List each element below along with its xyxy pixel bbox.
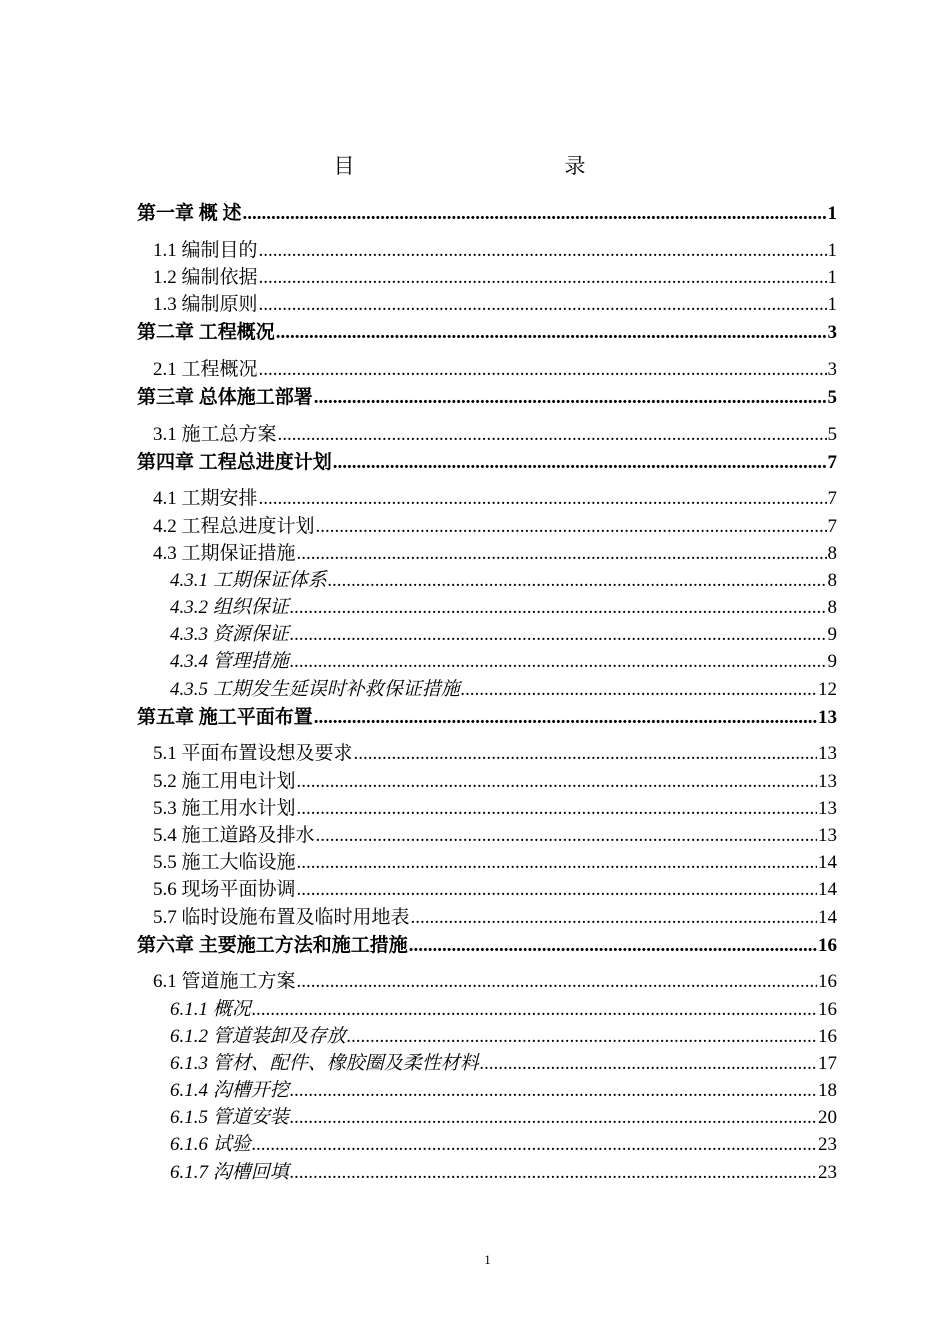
toc-entry[interactable]: [137, 1159, 837, 1186]
toc-entry[interactable]: [137, 703, 837, 741]
toc-leader-dots: [409, 931, 817, 961]
toc-entry-label: 5.7 临时设施布置及临时用地表: [153, 906, 410, 928]
toc-entry-label: 6.1 管道施工方案: [153, 971, 296, 993]
toc-entry-page: 7: [827, 488, 837, 510]
toc-leader-dots: [243, 199, 827, 229]
toc-entry-page: 16: [818, 1025, 837, 1047]
toc-leader-dots: [290, 1159, 817, 1186]
toc-entry[interactable]: [137, 996, 837, 1023]
toc-entry-page: 3: [827, 322, 837, 344]
toc-entry[interactable]: [137, 264, 837, 291]
toc-entry-page: 5: [827, 423, 837, 445]
toc-entry[interactable]: [137, 795, 837, 822]
table-of-contents: [137, 199, 837, 1186]
toc-leader-dots: [259, 237, 827, 264]
toc-entry-label: 4.3.5 工期发生延误时补救保证措施: [170, 678, 460, 700]
toc-entry-label: 第一章 概 述: [137, 203, 242, 224]
toc-entry-page: 18: [818, 1080, 837, 1102]
toc-entry-page: 9: [827, 624, 837, 646]
toc-entry[interactable]: [137, 594, 837, 621]
toc-entry[interactable]: [137, 768, 837, 795]
toc-entry-page: 8: [827, 569, 837, 591]
toc-entry-page: 14: [818, 906, 837, 928]
toc-entry[interactable]: [137, 421, 837, 448]
toc-entry[interactable]: [137, 822, 837, 849]
toc-leader-dots: [252, 996, 817, 1023]
toc-entry-page: 8: [827, 597, 837, 619]
toc-entry-label: 1.3 编制原则: [153, 293, 258, 315]
toc-entry-page: 9: [827, 651, 837, 673]
toc-entry-label: 4.3.1 工期保证体系: [170, 569, 327, 591]
toc-entry[interactable]: [137, 849, 837, 876]
toc-leader-dots: [314, 703, 817, 733]
toc-entry-label: 4.3.4 管理措施: [170, 651, 289, 673]
toc-entry[interactable]: [137, 968, 837, 995]
toc-entry[interactable]: [137, 931, 837, 969]
toc-entry-page: 13: [818, 770, 837, 792]
toc-entry-label: 第五章 施工平面布置: [137, 706, 313, 728]
toc-leader-dots: [259, 356, 827, 383]
toc-entry-label: 4.1 工期安排: [153, 488, 258, 510]
toc-entry-label: 第四章 工程总进度计划: [137, 451, 332, 473]
toc-entry[interactable]: [137, 1050, 837, 1077]
toc-entry[interactable]: [137, 383, 837, 421]
toc-entry[interactable]: [137, 740, 837, 767]
toc-leader-dots: [297, 768, 817, 795]
toc-entry[interactable]: [137, 318, 837, 356]
toc-leader-dots: [328, 567, 827, 594]
toc-entry-label: 5.3 施工用水计划: [153, 797, 296, 819]
toc-entry[interactable]: [137, 567, 837, 594]
toc-entry-label: 6.1.2 管道装卸及存放: [170, 1025, 346, 1047]
toc-entry[interactable]: [137, 1104, 837, 1131]
toc-entry[interactable]: [137, 291, 837, 318]
toc-entry-label: 第三章 总体施工部署: [137, 386, 313, 408]
toc-entry-label: 4.3.2 组织保证: [170, 597, 289, 619]
toc-leader-dots: [411, 904, 817, 931]
toc-entry-label: 6.1.4 沟槽开挖: [170, 1080, 289, 1102]
toc-leader-dots: [290, 594, 827, 621]
toc-entry-label: 5.4 施工道路及排水: [153, 824, 315, 846]
toc-entry-page: 14: [818, 879, 837, 901]
toc-leader-dots: [314, 383, 827, 413]
toc-entry[interactable]: [137, 1023, 837, 1050]
toc-leader-dots: [276, 318, 827, 348]
toc-entry-page: 23: [818, 1161, 837, 1183]
toc-entry-page: 12: [818, 678, 837, 700]
toc-entry-page: 5: [827, 386, 837, 408]
toc-entry-page: 13: [818, 824, 837, 846]
toc-entry-label: 6.1.3 管材、配件、橡胶圈及柔性材料: [170, 1052, 479, 1074]
toc-entry[interactable]: [137, 876, 837, 903]
toc-entry[interactable]: [137, 1077, 837, 1104]
toc-entry-label: 1.1 编制目的: [153, 239, 258, 261]
toc-entry[interactable]: [137, 676, 837, 703]
toc-entry-page: 8: [827, 542, 837, 564]
toc-entry-page: 20: [818, 1107, 837, 1129]
toc-entry-page: 3: [827, 358, 837, 380]
toc-leader-dots: [290, 621, 827, 648]
toc-entry-page: 1: [827, 239, 837, 261]
toc-entry-label: 3.1 施工总方案: [153, 423, 277, 445]
toc-entry-label: 1.2 编制依据: [153, 266, 258, 288]
toc-entry[interactable]: [137, 356, 837, 383]
toc-leader-dots: [297, 795, 817, 822]
toc-entry[interactable]: [137, 540, 837, 567]
toc-leader-dots: [316, 513, 827, 540]
toc-entry-label: 6.1.5 管道安装: [170, 1107, 289, 1129]
toc-entry-label: 5.5 施工大临设施: [153, 852, 296, 874]
toc-entry-page: 16: [818, 971, 837, 993]
toc-entry-label: 4.3 工期保证措施: [153, 542, 296, 564]
toc-leader-dots: [259, 291, 827, 318]
toc-leader-dots: [259, 264, 827, 291]
toc-leader-dots: [461, 676, 817, 703]
toc-leader-dots: [297, 540, 827, 567]
toc-entry[interactable]: [137, 513, 837, 540]
toc-leader-dots: [278, 421, 827, 448]
toc-entry-label: 5.2 施工用电计划: [153, 770, 296, 792]
toc-entry-page: 13: [818, 706, 837, 728]
toc-leader-dots: [333, 448, 827, 478]
toc-leader-dots: [290, 1104, 817, 1131]
toc-entry-label: 4.3.3 资源保证: [170, 624, 289, 646]
toc-entry[interactable]: [137, 904, 837, 931]
page-number: 1: [484, 1252, 491, 1267]
toc-leader-dots: [354, 740, 817, 767]
toc-leader-dots: [297, 876, 817, 903]
toc-entry[interactable]: [137, 621, 837, 648]
toc-leader-dots: [290, 1077, 817, 1104]
toc-leader-dots: [480, 1050, 817, 1077]
toc-title: 目 录: [333, 154, 642, 178]
toc-leader-dots: [316, 822, 817, 849]
toc-entry-page: 13: [818, 797, 837, 819]
toc-entry-label: 6.1.6 试验: [170, 1134, 251, 1156]
toc-leader-dots: [347, 1023, 817, 1050]
toc-entry[interactable]: [137, 485, 837, 512]
toc-leader-dots: [259, 485, 827, 512]
toc-entry-page: 1: [827, 203, 837, 224]
toc-entry-label: 6.1.1 概况: [170, 998, 251, 1020]
toc-entry-page: 7: [827, 451, 837, 473]
toc-entry-label: 4.2 工程总进度计划: [153, 515, 315, 537]
toc-entry-page: 17: [818, 1052, 837, 1074]
toc-entry[interactable]: [137, 448, 837, 486]
toc-entry-label: 5.1 平面布置设想及要求: [153, 743, 353, 765]
toc-entry-page: 16: [818, 998, 837, 1020]
toc-entry-page: 1: [827, 293, 837, 315]
toc-entry[interactable]: [137, 648, 837, 675]
toc-entry-label: 2.1 工程概况: [153, 358, 258, 380]
toc-entry[interactable]: [137, 1131, 837, 1158]
toc-entry[interactable]: [137, 237, 837, 264]
toc-entry-page: 7: [827, 515, 837, 537]
toc-entry-page: 14: [818, 852, 837, 874]
toc-entry-page: 13: [818, 743, 837, 765]
toc-leader-dots: [252, 1131, 817, 1158]
toc-entry[interactable]: [137, 199, 837, 237]
toc-leader-dots: [290, 648, 827, 675]
toc-leader-dots: [297, 968, 817, 995]
toc-entry-label: 5.6 现场平面协调: [153, 879, 296, 901]
toc-entry-label: 第二章 工程概况: [137, 322, 275, 344]
toc-entry-page: 23: [818, 1134, 837, 1156]
toc-entry-page: 16: [818, 934, 837, 956]
toc-entry-page: 1: [827, 266, 837, 288]
toc-leader-dots: [297, 849, 817, 876]
toc-entry-label: 第六章 主要施工方法和施工措施: [137, 934, 408, 956]
toc-entry-label: 6.1.7 沟槽回填: [170, 1161, 289, 1183]
